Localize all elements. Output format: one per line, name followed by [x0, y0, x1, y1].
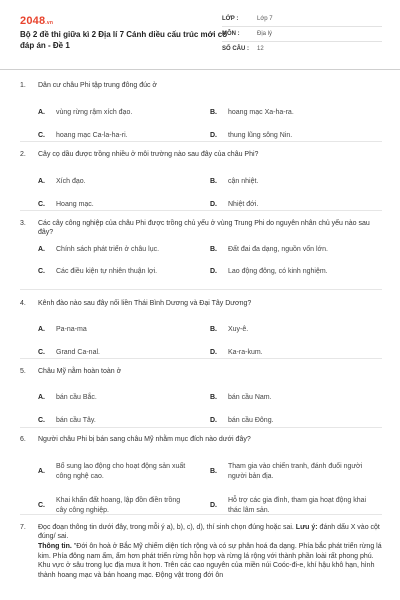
meta-count-row [222, 42, 382, 57]
option-d[interactable] [210, 496, 382, 515]
option-letter: D. [210, 502, 217, 510]
option-letter: B. [210, 245, 217, 253]
option-b[interactable] [210, 393, 272, 402]
option-text: bán cầu Đông. [228, 417, 274, 425]
question-number: 4. [20, 300, 26, 307]
meta-key: MÔN : [222, 30, 240, 37]
question-divider [20, 358, 382, 359]
option-text: Lao động đông, có kinh nghiệm. [228, 267, 328, 275]
option-letter: C. [38, 349, 45, 357]
document-title: Bộ 2 đề thi giữa kì 2 Địa lí 7 Cánh diều cấu trúc mới có đáp án - Đề 1 [20, 30, 228, 50]
question-number: 5. [20, 368, 26, 375]
option-letter: C. [38, 201, 45, 209]
question-4 [20, 299, 382, 357]
question-number: 3. [20, 220, 26, 227]
option-d[interactable] [210, 416, 274, 425]
option-letter: C. [38, 132, 45, 140]
option-b[interactable] [210, 177, 258, 186]
option-d[interactable] [210, 200, 258, 209]
option-text: Các điều kiện tự nhiên thuận lợi. [56, 267, 158, 275]
note-label: Lưu ý: [295, 524, 318, 531]
option-b[interactable] [210, 108, 294, 117]
question-number: 6. [20, 436, 26, 443]
meta-class-row [222, 12, 382, 27]
question-divider [20, 210, 382, 211]
option-letter: A. [38, 394, 45, 402]
question-divider [20, 141, 382, 142]
note-text: đánh dấu X vào cột đúng/ sai. [38, 524, 380, 541]
document-header [0, 0, 400, 70]
question-number: 7. [20, 524, 26, 531]
meta-key: LỚP : [222, 15, 239, 22]
option-d[interactable] [210, 131, 292, 140]
option-text: Khai khẩn đất hoang, lập đồn điền trồng cây công nghiệp. [56, 497, 181, 514]
option-letter: A. [38, 245, 45, 253]
question-divider [20, 427, 382, 428]
document-meta [222, 12, 382, 57]
meta-key: SỐ CÂU : [222, 46, 249, 53]
option-text: hoang mạc Ca-la-ha-ri. [56, 132, 128, 140]
option-letter: B. [210, 468, 217, 476]
option-text: Đất đai đa dạng, nguồn vốn lớn. [228, 245, 328, 253]
option-c[interactable] [38, 200, 94, 209]
option-letter: B. [210, 394, 217, 402]
option-d[interactable] [210, 348, 263, 357]
question-number: 1. [20, 82, 26, 89]
question-text: Các cây công nghiệp của châu Phi được trồng chủ yếu ở vùng Trung Phi do nguyên nhân chủ yếu nào sau đây? [38, 220, 370, 237]
option-text: Nhiệt đới. [228, 201, 259, 209]
option-letter: A. [38, 468, 45, 476]
option-text: bán cầu Bắc. [56, 394, 97, 402]
option-letter: B. [210, 178, 217, 186]
question-divider [20, 514, 382, 515]
option-letter: C. [38, 502, 45, 510]
site-logo[interactable] [20, 14, 53, 29]
option-b[interactable] [210, 325, 248, 334]
question-text: Người châu Phi bị bán sang châu Mỹ nhằm mục đích nào dưới đây? [38, 436, 251, 443]
option-letter: D. [210, 132, 217, 140]
option-text: bán cầu Nam. [228, 394, 272, 402]
option-a[interactable] [38, 245, 159, 254]
option-letter: C. [38, 417, 45, 425]
option-a[interactable] [38, 325, 87, 334]
option-a[interactable] [38, 177, 86, 186]
option-letter: D. [210, 349, 217, 357]
meta-value: Lớp 7 [257, 15, 273, 22]
option-text: Xích đạo. [56, 178, 86, 186]
question-6 [20, 435, 382, 514]
option-text: bán cầu Tây. [56, 417, 96, 425]
meta-subject-row [222, 27, 382, 42]
question-text [38, 523, 382, 542]
logo-text: 2048 [20, 15, 46, 27]
logo-suffix: .vn [45, 20, 54, 26]
option-letter: A. [38, 109, 45, 117]
meta-value: 12 [257, 46, 264, 53]
option-letter: A. [38, 178, 45, 186]
info-passage [38, 542, 382, 581]
question-5 [20, 367, 382, 425]
info-label: Thông tin. [38, 542, 72, 550]
question-divider [20, 289, 382, 290]
option-letter: C. [38, 267, 45, 275]
option-c[interactable] [38, 131, 128, 140]
question-2 [20, 150, 382, 209]
option-text: Bổ sung lao động cho hoạt động sản xuất công nghệ cao. [56, 463, 186, 480]
option-text: Grand Ca-nal. [56, 349, 100, 357]
question-7 [20, 523, 382, 581]
option-c[interactable] [38, 267, 157, 276]
option-d[interactable] [210, 267, 328, 276]
option-text: Chính sách phát triển ở châu lục. [56, 245, 160, 253]
option-letter: D. [210, 267, 217, 275]
option-text: Pa-na-ma [56, 326, 87, 334]
option-letter: D. [210, 201, 217, 209]
option-c[interactable] [38, 348, 100, 357]
question-number: 2. [20, 151, 26, 158]
option-b[interactable] [210, 245, 328, 254]
option-text: Ka-ra-kum. [228, 349, 263, 357]
question-text: Dân cư châu Phi tập trung đông đúc ở [38, 82, 158, 89]
option-c[interactable] [38, 416, 96, 425]
option-letter: D. [210, 417, 217, 425]
option-text: cận nhiệt. [228, 178, 259, 186]
option-text: thung lũng sông Nin. [228, 132, 293, 140]
question-3 [20, 219, 382, 275]
option-letter: A. [38, 326, 45, 334]
option-a[interactable] [38, 108, 132, 117]
question-text: Kênh đào nào sau đây nối liền Thái Bình Dương và Đại Tây Dương? [38, 300, 252, 307]
question-text: Châu Mỹ nằm hoàn toàn ở [38, 368, 122, 375]
option-text: Tham gia vào chiến tranh, đánh đuổi người người bản địa. [228, 463, 363, 480]
question-1 [20, 81, 382, 140]
option-a[interactable] [38, 393, 97, 402]
info-text: "Đới ôn hoà ở Bắc Mỹ chiếm diện tích rộng và có sự phân hoá đa dạng. Phía bắc phát triển rừng lá kim. Phía đông nam ấm, ẩm hơn phát triển rừng hỗn hợp và rừng lá rộng với thành phần loài rất phong phú. Khu vực ở sâu trong lục địa mưa ít hơn. Trên các cao nguyên của miền núi Coóc-đi-e, khí hậu khô hạn, hình thành hoang mạc và bán hoang mạc. Động vật trong đới ôn [38, 542, 382, 580]
question-text: Cây cọ dầu được trồng nhiều ở môi trường nào sau đây của châu Phi? [38, 151, 259, 158]
option-text: Hoang mạc. [56, 201, 94, 209]
option-text: vùng rừng rậm xích đạo. [56, 109, 133, 117]
question-instruction: Đọc đoạn thông tin dưới đây, trong mỗi ý a), b), c), d), thí sinh chọn đúng hoặc sai. [38, 524, 294, 531]
option-text: Hỗ trợ các gia đình, tham gia hoạt động khai thác lâm sản. [228, 497, 367, 514]
option-b[interactable] [210, 462, 382, 481]
option-text: Xuy-ê. [228, 326, 249, 334]
option-letter: B. [210, 109, 217, 117]
option-text: hoang mạc Xa-ha-ra. [228, 109, 294, 117]
option-a[interactable] [38, 462, 208, 481]
meta-value: Địa lý [257, 30, 273, 37]
option-c[interactable] [38, 496, 208, 515]
option-letter: B. [210, 326, 217, 334]
